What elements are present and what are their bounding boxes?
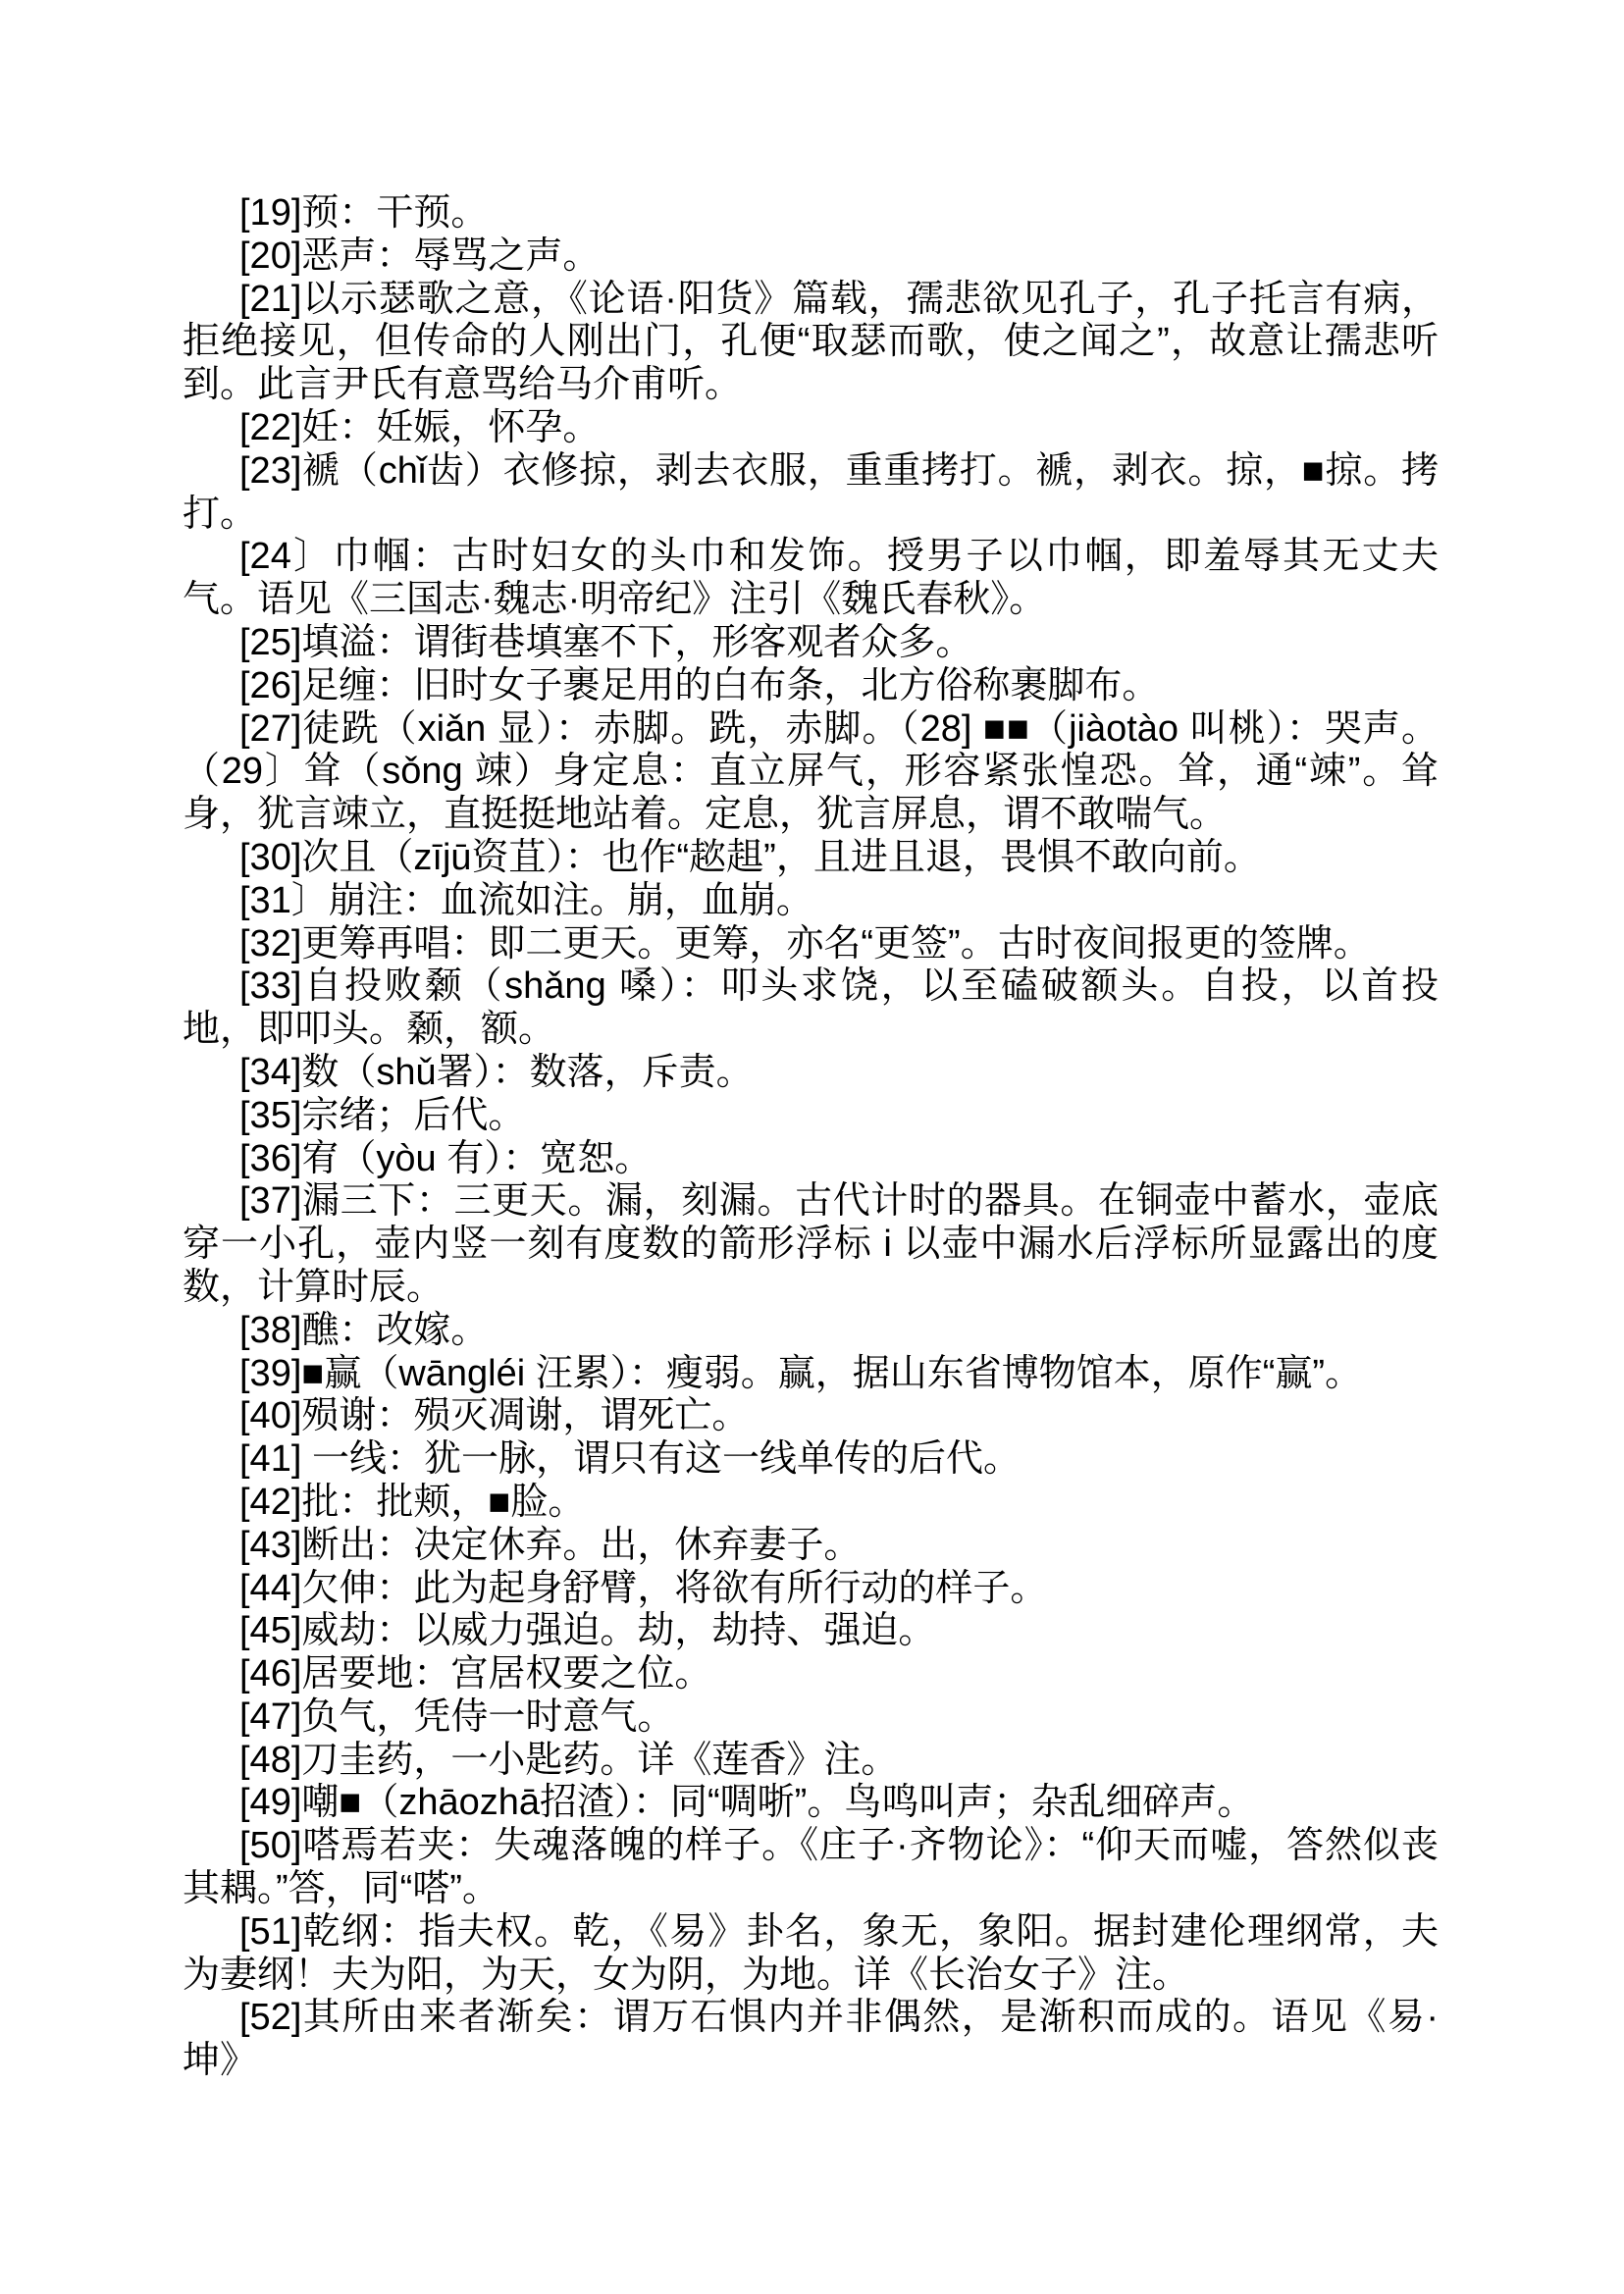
note-paragraph: [47]负气，凭侍一时意气。 [239,1695,675,1738]
note-paragraph: [22]妊：妊娠，怀孕。 [239,406,601,448]
note-paragraph: [32]更筹再唱：即二更天。更筹，亦名“更签”。古时夜间报更的签牌。 [239,922,1371,965]
note-paragraph: [36]宥（yòu 有）：宽恕。 [239,1137,653,1179]
note-paragraph: [25]填溢：谓街巷填塞不下，形客观者众多。 [239,621,973,663]
note-paragraph: [51]乾纲：指夫权。乾，《易》卦名，象无，象阳。据封建伦理纲常，夫为妻纲！夫为阳，为天，女为阴，为地。详《长治女子》注。 [183,1910,1439,1996]
note-paragraph: [40]殒谢：殒灭凋谢，谓死亡。 [239,1395,750,1437]
note-paragraph: [21]以示瑟歌之意，《论语·阳货》篇载，孺悲欲见孔子，孔子托言有病，拒绝接见，但传命的人刚出门，孔便“取瑟而歌，使之闻之”，故意让孺悲听到。此言尹氏有意骂给马介甫听。 [183,278,1439,406]
note-paragraph: [37]漏三下：三更天。漏，刻漏。古代计时的器具。在铜壶中蓄水，壶底穿一小孔，壶内竖一刻有度数的箭形浮标 i 以壶中漏水后浮标所显露出的度数，计算时辰。 [183,1180,1439,1308]
note-paragraph: [52]其所由来者渐矣：谓万石惧内并非偶然，是渐积而成的。语见《易·坤》 [183,1997,1439,2082]
note-paragraph: [26]足缠：旧时女子裹足用的白布条，北方俗称裹脚布。 [239,664,1160,706]
note-paragraph: [48]刀圭药，一小匙药。详《莲香》注。 [239,1739,899,1781]
note-paragraph: [35]宗绪；后代。 [239,1094,526,1136]
note-paragraph: [39]■赢（wāngléi 汪累）：瘦弱。赢，据山东省博物馆本，原作“赢”。 [239,1352,1363,1394]
note-paragraph: [33]自投败颡（shǎng 嗓）：叩头求饶，以至磕破额头。自投，以首投地，即叩头。颡，额。 [183,965,1439,1051]
note-paragraph: [30]次且（zījū资苴）：也作“趑趄”，且进且退，畏惧不敢向前。 [239,836,1261,878]
note-paragraph: [34]数（shǔ署）：数落，斥责。 [239,1051,754,1093]
note-paragraph: [31〕崩注：血流如注。崩，血崩。 [239,879,813,921]
note-paragraph: [27]徒跣（xiǎn 显）：赤脚。跣，赤脚。（28] ■■（jiàotào 叫桃）：哭声。（29〕耸（sǒng 竦）身定息：直立屏气，形容紧张惶恐。耸，通“竦”。耸身，犹言竦立，直挺挺地站着。定息，犹言屏息，谓不敢喘气。 [183,707,1439,836]
note-paragraph: [41] 一线：犹一脉，谓只有这一线单传的后代。 [239,1438,1021,1481]
note-paragraph: [38]醮：改嫁。 [239,1309,489,1351]
note-paragraph: [44]欠伸：此为起身舒臂，将欲有所行动的样子。 [239,1567,1048,1609]
note-paragraph: [23]褫（chǐ齿）衣修掠，剥去衣服，重重拷打。褫，剥衣。掠，■掠。拷打。 [183,449,1439,535]
note-paragraph: [24〕巾帼：古时妇女的头巾和发饰。授男子以巾帼，即羞辱其无丈夫气。语见《三国志·魏志·明帝纪》注引《魏氏春秋》。 [183,536,1439,621]
note-paragraph: [49]嘲■（zhāozhā招渣）：同“啁哳”。鸟鸣叫声；杂乱细碎声。 [239,1782,1255,1824]
note-paragraph: [43]断出：决定休弃。出，休弃妻子。 [239,1524,862,1566]
note-paragraph: [42]批：批颊，■脸。 [239,1481,586,1523]
notes-list [183,192,1439,2083]
note-paragraph: [19]预：干预。 [239,192,489,234]
note-paragraph: [46]居要地：宫居权要之位。 [239,1653,712,1695]
note-paragraph: [45]威劫：以威力强迫。劫，劫持、强迫。 [239,1610,936,1652]
note-paragraph: [50]嗒焉若夹：失魂落魄的样子。《庄子·齐物论》：“仰天而嘘，答然似丧其耦。”答，同“嗒”。 [183,1825,1439,1910]
note-paragraph: [20]恶声：辱骂之声。 [239,235,601,277]
